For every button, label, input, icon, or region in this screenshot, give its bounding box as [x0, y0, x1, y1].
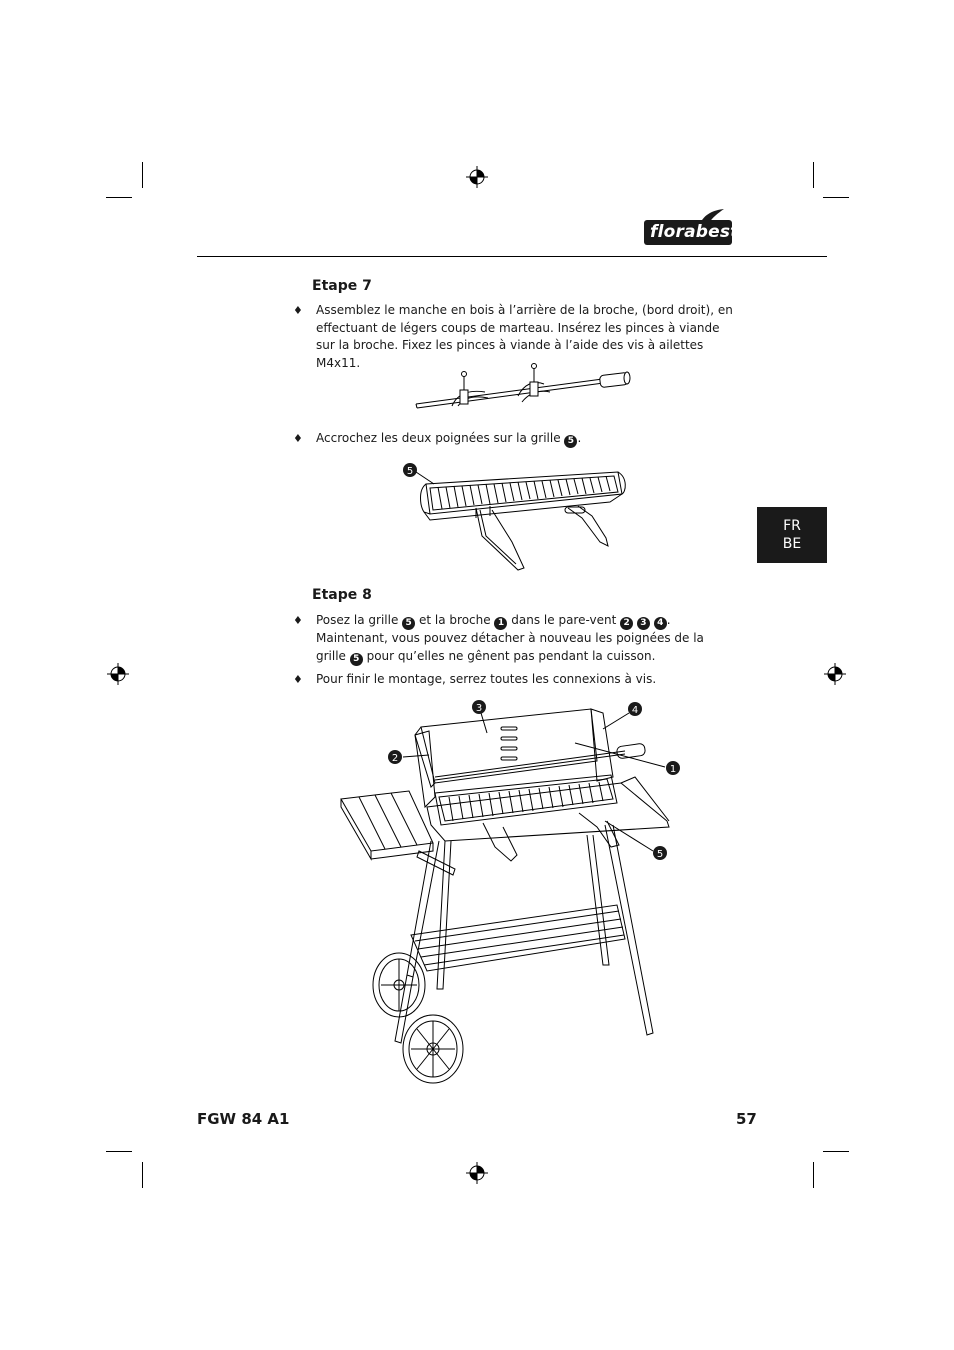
figure-barbecue — [335, 695, 680, 1085]
crop-mark — [823, 197, 849, 198]
instruction-text — [316, 612, 736, 666]
bullet-icon: ♦ — [293, 432, 303, 445]
part-number-badge: 2 — [620, 617, 633, 630]
text-segment: et la broche — [419, 613, 491, 627]
spit-illustration — [410, 362, 635, 414]
text-segment: . — [577, 431, 582, 445]
text-segment: . Maintenant, vous pouvez détacher à nouveau les poignées de la grille — [316, 613, 704, 663]
part-number-badge: 1 — [494, 617, 507, 630]
grill-grate-illustration — [400, 458, 630, 580]
model-number: FGW 84 A1 — [197, 1110, 290, 1128]
instruction-text: Pour finir le montage, serrez toutes les connexions à vis. — [316, 672, 657, 686]
text-segment: dans le pare-vent — [511, 613, 617, 627]
instruction-text: Assemblez le manche en bois à l’arrière de la broche, (bord droit), en effectuant de légers coups de marteau. Insérez les pinces à viande sur la broche. Fixez les pinces à viande à l’aide des vis à ailettes M4x11. — [316, 303, 733, 370]
text-segment: Accrochez les deux poignées sur la grille — [316, 431, 561, 445]
callout-label: 3 — [475, 703, 483, 714]
callout-label: 4 — [631, 705, 639, 716]
figure-grill — [400, 458, 630, 580]
part-number-badge: 5 — [350, 653, 363, 666]
crop-mark — [142, 162, 143, 188]
text-segment: pour qu’elles ne gênent pas pendant la cuisson. — [366, 648, 656, 663]
instruction-text — [316, 430, 736, 448]
callout-label: 2 — [391, 753, 399, 764]
bullet-icon: ♦ — [293, 673, 303, 686]
crop-mark — [106, 197, 132, 198]
header-rule — [197, 256, 827, 257]
part-number-badge: 3 — [637, 617, 650, 630]
language-tab — [757, 507, 827, 563]
registration-mark-icon — [466, 1162, 488, 1184]
bullet-icon: ♦ — [293, 614, 303, 627]
registration-mark-icon — [824, 663, 846, 685]
barbecue-illustration — [335, 695, 680, 1085]
country-code: BE — [782, 536, 802, 552]
bullet-icon: ♦ — [293, 304, 303, 317]
part-number-badge: 5 — [564, 435, 577, 448]
crop-mark — [813, 162, 814, 188]
language-code: FR — [783, 518, 801, 534]
brand-logo — [644, 208, 739, 245]
part-number-badge: 5 — [402, 617, 415, 630]
crop-mark — [823, 1151, 849, 1152]
registration-mark-icon — [107, 663, 129, 685]
registration-mark-icon — [466, 166, 488, 188]
page-number: 57 — [736, 1110, 757, 1128]
callout-label: 1 — [669, 764, 677, 775]
callout-label: 5 — [656, 849, 664, 860]
callout-label: 5 — [406, 466, 414, 477]
crop-mark — [142, 1162, 143, 1188]
section-heading: Etape 8 — [312, 587, 372, 603]
crop-mark — [106, 1151, 132, 1152]
section-heading: Etape 7 — [312, 278, 372, 294]
text-segment: Posez la grille — [316, 613, 399, 627]
logo-text: florabest — [650, 222, 739, 242]
crop-mark — [813, 1162, 814, 1188]
part-number-badge: 4 — [654, 617, 667, 630]
